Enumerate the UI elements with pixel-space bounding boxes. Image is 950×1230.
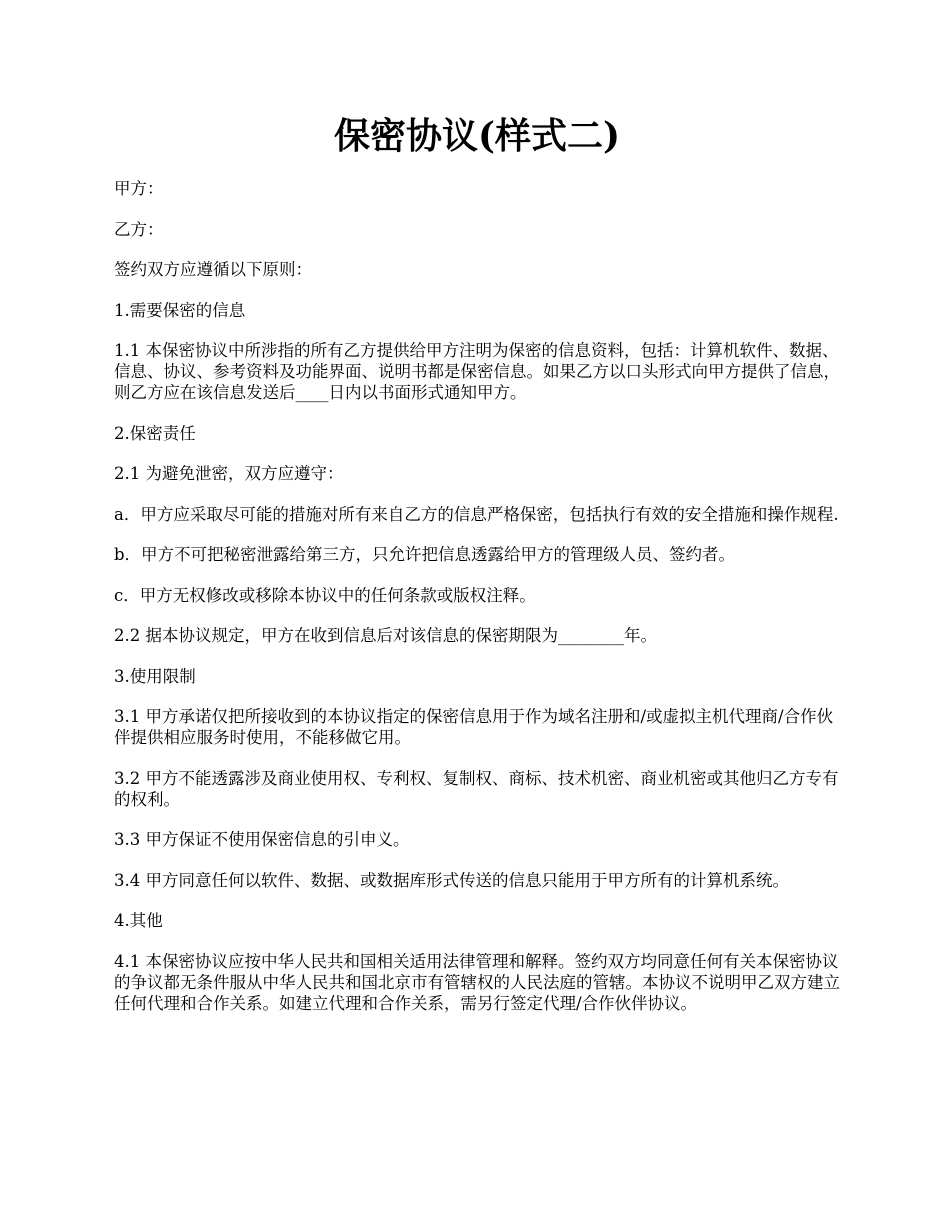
- party-b-line: 乙方：: [114, 219, 164, 239]
- clause-3-4: 3.4 甲方同意任何以软件、数据、或数据库形式传送的信息只能用于甲方所有的计算机系统。: [114, 870, 789, 890]
- section-heading-3: 3.使用限制: [114, 666, 196, 686]
- clause-2-2: 2.2 据本协议规定，甲方在收到信息后对该信息的保密期限为________年。: [114, 626, 657, 645]
- clause-2-1-b: b．甲方不可把秘密泄露给第三方，只允许把信息透露给甲方的管理级人员、签约者。: [114, 545, 736, 564]
- clause-3-1: 3.1 甲方承诺仅把所接收到的本协议指定的保密信息用于作为域名注册和/或虚拟主机代理商/合作伙伴提供相应服务时使用，不能移做它用。: [114, 707, 834, 747]
- clause-3-2: 3.2 甲方不能透露涉及商业使用权、专利权、复制权、商标、技术机密、商业机密或其他归乙方专有的权利。: [114, 768, 839, 809]
- clause-4-1: 4.1 本保密协议应按中华人民共和国相关适用法律管理和解释。签约双方均同意任何有关本保密协议的争议都无条件服从中华人民共和国北京市有管辖权的人民法庭的管辖。本协议不说明甲乙双方建立任何代理和合作关系。如建立代理和合作关系，需另行签定代理/合作伙伴协议。: [114, 951, 840, 1013]
- section-heading-2: 2.保密责任: [114, 423, 196, 443]
- principles-intro: 签约双方应遵循以下原则：: [114, 260, 312, 279]
- clause-3-3: 3.3 甲方保证不使用保密信息的引申义。: [114, 830, 410, 849]
- clause-2-1: 2.1 为避免泄密，双方应遵守：: [114, 464, 344, 483]
- section-heading-4: 4.其他: [114, 911, 163, 930]
- section-heading-1: 1.需要保密的信息: [114, 300, 246, 320]
- party-a-line: 甲方：: [114, 179, 164, 198]
- document-title: 保密协议(样式二): [333, 115, 621, 157]
- document-page: [114, 108, 840, 1033]
- clause-2-1-a: a．甲方应采取尽可能的措施对所有来自乙方的信息严格保密，包括执行有效的安全措施和操作规程.: [114, 504, 839, 524]
- clause-2-1-c: c．甲方无权修改或移除本协议中的任何条款或版权注释。: [114, 585, 536, 605]
- clause-1-1: 1.1 本保密协议中所涉指的所有乙方提供给甲方注明为保密的信息资料，包括：计算机软件、数据、信息、协议、参考资料及功能界面、说明书都是保密信息。如果乙方以口头形式向甲方提供了信息，则乙方应在该信息发送后____日内以书面形式通知甲方。: [114, 341, 840, 402]
